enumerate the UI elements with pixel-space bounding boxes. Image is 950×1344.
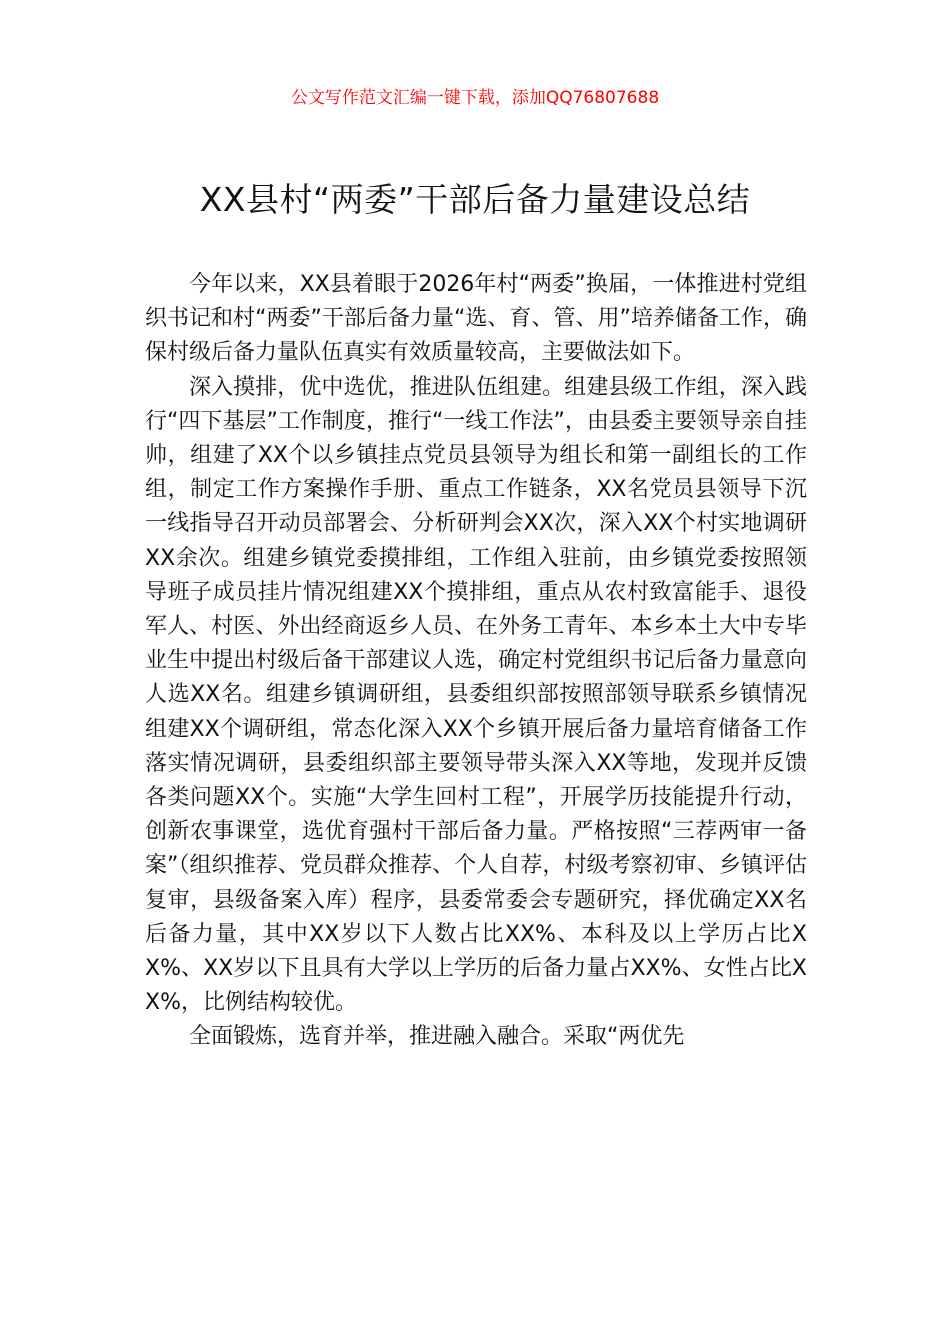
document-title: XX县村“两委”干部后备力量建设总结 <box>199 180 751 219</box>
document-body <box>145 268 807 1055</box>
header-note: 公文写作范文汇编一键下载，添加QQ76807688 <box>290 88 660 108</box>
paragraph: 深入摸排，优中选优，推进队伍组建。组建县级工作组，深入践行“四下基层”工作制度，推行“一线工作法”，由县委主要领导亲自挂帅，组建了XX个以乡镇挂点党员县领导为组长和第一副组长的工作组，制定工作方案操作手册、重点工作链条，XX名党员县领导下沉一线指导召开动员部署会、分析研判会XX次，深入XX个村实地调研XX余次。组建乡镇党委摸排组，工作组入驻前，由乡镇党委按照领导班子成员挂片情况组建XX个摸排组，重点从农村致富能手、退役军人、村医、外出经商返乡人员、在外务工青年、本乡本土大中专毕业生中提出村级后备干部建议人选，确定村党组织书记后备力量意向人选XX名。组建乡镇调研组，县委组织部按照部领导联系乡镇情况组建XX个调研组，常态化深入XX个乡镇开展后备力量培育储备工作落实情况调研，县委组织部主要领导带头深入XX等地，发现并反馈各类问题XX个。实施“大学生回村工程”，开展学历技能提升行动，创新农事课堂，选优育强村干部后备力量。严格按照“三荐两审一备案”（组织推荐、党员群众推荐、个人自荐，村级考察初审、乡镇评估复审，县级备案入库）程序，县委常委会专题研究，择优确定XX名后备力量，其中XX岁以下人数占比XX%、本科及以上学历占比XX%、XX岁以下且具有大学以上学历的后备力量占XX%、女性占比XX%，比例结构较优。 <box>145 374 807 1016</box>
paragraph: 今年以来，XX县着眼于2026年村“两委”换届，一体推进村党组织书记和村“两委”干部后备力量“选、育、管、用”培养储备工作，确保村级后备力量队伍真实有效质量较高，主要做法如下。 <box>145 272 807 366</box>
paragraph: 全面锻炼，选育并举，推进融入融合。采取“两优先 <box>189 1024 685 1050</box>
